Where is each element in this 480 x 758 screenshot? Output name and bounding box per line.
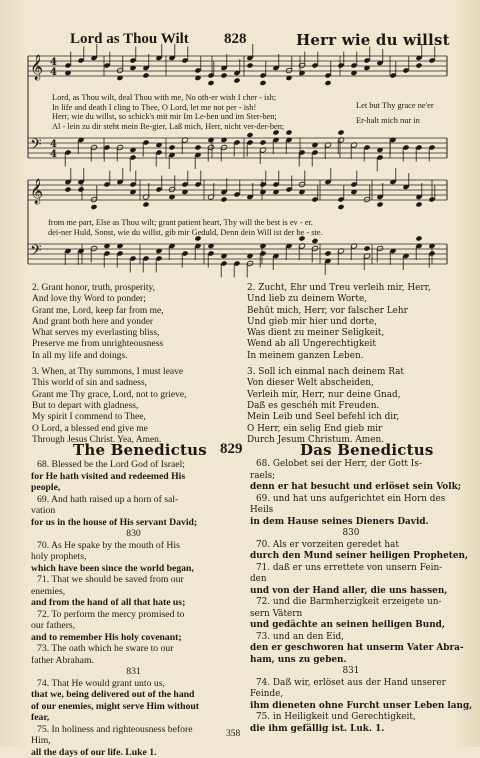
canticle-line: raels; <box>250 471 452 483</box>
canticle-line: all the days of our life. Luke 1. <box>31 747 236 758</box>
verse-line: My spirit I commend to Thee, <box>32 412 186 423</box>
canticle-line: in dem Hause seines Dieners David. <box>250 517 452 529</box>
note-head <box>363 245 370 251</box>
canticle-line: und gedächte an seinen heiligen Bund, <box>250 620 452 632</box>
hymn-title-english: Lord as Thou Wilt <box>70 31 189 48</box>
note-head <box>233 77 240 83</box>
lyric-line: Al - lein zu dir steht mein Be-gier, Laß mich, Herr, nicht ver-der-ben; <box>52 122 284 132</box>
note-head <box>311 238 318 244</box>
note-head <box>142 72 149 78</box>
note-head <box>337 204 344 210</box>
canticle-line: und von der Hand aller, die uns hassen, <box>250 586 452 598</box>
canticle-line: ham, uns zu geben. <box>250 655 452 667</box>
note-head <box>285 129 292 135</box>
canticle-line: 71. That we should be saved from our <box>31 574 236 586</box>
note-head <box>324 250 331 256</box>
canticle-line: 74. Daß wir, erlöset aus der Hand unserer <box>250 678 452 690</box>
canticle-line: fear, <box>31 712 236 724</box>
canticle-line: 73. The oath which he sware to our <box>31 643 236 655</box>
canticle-line: 70. As He spake by the mouth of His <box>31 540 236 552</box>
note-head <box>194 144 201 150</box>
canticle-line: 73. und an den Eid, <box>250 632 452 644</box>
canticle-line: den <box>250 574 452 586</box>
canticle-line: holy prophets, <box>31 551 236 563</box>
canticle-line: 70. Als er vorzeiten geredet hat <box>250 540 452 552</box>
canticle-line: 75. in Heiligkeit und Gerechtigkeit, <box>250 712 452 724</box>
canticle-line: people, <box>31 482 236 494</box>
canticle-line: father Abraham. <box>31 655 236 667</box>
lyric-line: In life and death I cling to Thee, O Lord, let me not per - ish! <box>52 103 284 113</box>
verse-line: Durch Jesum Christum. Amen. <box>247 435 431 446</box>
canticle-line: Heils <box>250 505 452 517</box>
verse-line: O Herr, ein selig End gieb mir <box>247 424 431 435</box>
time-signature: 4 <box>50 67 57 78</box>
note-head <box>259 80 266 86</box>
time-signature: 4 <box>50 149 57 160</box>
canticle-english <box>31 459 236 758</box>
lyric-line: Er-halt mich nur in <box>356 116 434 126</box>
verses-english <box>32 283 186 446</box>
section-number: 831 <box>31 666 236 678</box>
note-head <box>324 80 331 86</box>
canticle-line: of our enemies, might serve Him without <box>31 701 236 713</box>
clef-icon: 𝄢 <box>30 242 42 263</box>
canticle-line: die ihm gefällig ist. Luk. 1. <box>250 724 452 736</box>
section-number: 830 <box>250 528 452 540</box>
verse-line: Verleih mir, Herr, nur deine Gnad, <box>247 390 431 401</box>
clef-icon: 𝄞 <box>30 178 43 204</box>
verse-line: Behüt mich, Herr, vor falscher Lehr <box>247 306 431 317</box>
verse-line: Through Jesus Christ. Yea, Amen. <box>32 435 186 446</box>
clef-icon: 𝄞 <box>30 54 43 80</box>
canticle-number: 829 <box>220 441 243 458</box>
note-head <box>337 129 344 135</box>
verse-line: 3. When, at Thy summons, I must leave <box>32 367 186 378</box>
note-head <box>90 204 97 210</box>
canticle-line: and from the hand of all that hate us; <box>31 597 236 609</box>
verse-line: Und lieb zu deinem Worte, <box>247 294 431 305</box>
canticle-line: vation <box>31 505 236 517</box>
note-head <box>168 144 175 150</box>
hymn-number: 828 <box>224 31 247 48</box>
time-signature: 4 <box>50 57 57 68</box>
verse-line: In meinem ganzen Leben. <box>247 351 431 362</box>
canticle-line: Feinde, <box>250 689 452 701</box>
canticle-line: and to remember His holy covenant; <box>31 632 236 644</box>
canticle-line: 68. Blessed be the Lord God of Israel; <box>31 459 236 471</box>
canticle-line: enemies, <box>31 586 236 598</box>
note-head <box>220 72 227 78</box>
verse-line: But to depart with gladness, <box>32 401 186 412</box>
note-head <box>207 80 214 86</box>
canticle-line: 68. Gelobet sei der Herr, der Gott Is- <box>250 459 452 471</box>
section-number: 830 <box>31 528 236 540</box>
canticle-title-english: The Benedictus <box>73 441 207 459</box>
section-number: 831 <box>250 666 452 678</box>
lyrics-system-2 <box>48 218 323 237</box>
canticle-line: denn er hat besucht und erlöset sein Volk; <box>250 482 452 494</box>
verse-line: 2. Zucht, Ehr und Treu verleih mir, Herr, <box>247 283 431 294</box>
canticle-line: which have been since the world began, <box>31 563 236 575</box>
verse-line: Daß es geschéh mit Freuden. <box>247 401 431 412</box>
note-head <box>64 186 71 192</box>
canticle-line: ihm dieneten ohne Furcht unser Leben lang, <box>250 701 452 713</box>
verse-line: O Lord, a blessed end give me <box>32 424 186 435</box>
verse-line: This world of sin and sadness, <box>32 378 186 389</box>
verses-german <box>247 283 431 446</box>
verse-line: Grant me Thy grace, Lord, not to grieve, <box>32 390 186 401</box>
canticle-line: 69. And hath raised up a horn of sal- <box>31 494 236 506</box>
verse-line: Wend ab all Ungerechtigkeit <box>247 339 431 350</box>
note-head <box>220 196 227 202</box>
note-head <box>246 62 253 68</box>
note-head <box>259 139 266 145</box>
verse-line: And love thy Word to ponder; <box>32 294 186 305</box>
verse-line: And grant both here and yonder <box>32 317 186 328</box>
canticle-line: for us in the house of His servant David; <box>31 517 236 529</box>
lyric-line: from me part, Else as Thou wilt; grant patient heart, Thy will the best is ev - er. <box>48 218 323 228</box>
lyric-line: dei-ner Huld, Sonst, wie du willst, gib mir Geduld, Denn dein Will ist der be - ste. <box>48 228 323 238</box>
canticle-title-german: Das Benedictus <box>300 441 433 459</box>
note-head <box>376 201 383 207</box>
verse-line: In all my life and doings. <box>32 351 186 362</box>
verse-line: 3. Soll ich einmal nach deinem Rat <box>247 367 431 378</box>
canticle-line: 69. und hat uns aufgerichtet ein Horn des <box>250 494 452 506</box>
verse-line: Grant me, Lord, keep far from me, <box>32 306 186 317</box>
note-head <box>142 201 149 207</box>
canticle-line: 71. daß er uns errettete von unsern Fein- <box>250 563 452 575</box>
verse-line: Preserve me from unrighteousness <box>32 339 186 350</box>
page-number: 358 <box>226 729 240 739</box>
hymn-title-german: Herr wie du willst <box>296 31 450 49</box>
note-head <box>415 235 422 241</box>
canticle-line: Him, <box>31 735 236 747</box>
time-signature: 4 <box>50 139 57 150</box>
lyric-line: Lord, as Thou wilt, deal Thou with me, No oth-er wish I cher - ish; <box>52 93 284 103</box>
canticle-line: 74. That He would grant unto us, <box>31 678 236 690</box>
verse-line: 2. Grant honor, truth, prosperity, <box>32 283 186 294</box>
lyric-line: Herr, wie du willst, so schick's mit mir Im Le-ben und im Ster-ben; <box>52 112 284 122</box>
verse-line: Mein Leib und Seel befehl ich dir, <box>247 412 431 423</box>
note-head <box>246 132 253 138</box>
verse-line: Von dieser Welt abscheiden, <box>247 378 431 389</box>
canticle-line: 75. In holiness and righteousness before <box>31 724 236 736</box>
canticle-line: durch den Mund seiner heiligen Propheten, <box>250 551 452 563</box>
canticle-line: our fathers, <box>31 620 236 632</box>
canticle-line: that we, being delivered out of the hand <box>31 689 236 701</box>
canticle-line: for He hath visited and redeemed His <box>31 471 236 483</box>
canticle-line: 72. und die Barmherzigkeit erzeigete un- <box>250 597 452 609</box>
canticle-german <box>250 459 452 735</box>
lyrics-system-1 <box>52 93 284 131</box>
music-notation <box>0 0 480 290</box>
canticle-line: sern Vätern <box>250 609 452 621</box>
note-head <box>415 62 422 68</box>
note-head <box>77 186 84 192</box>
verse-line: What serves my everlasting bliss, <box>32 328 186 339</box>
clef-icon: 𝄢 <box>30 136 42 157</box>
lyric-line: Let but Thy grace ne'er <box>356 101 434 111</box>
lyrics-system-1-tail <box>356 101 434 125</box>
note-head <box>415 201 422 207</box>
canticle-line: 72. To perform the mercy promised to <box>31 609 236 621</box>
verse-line: Und gieb mir hier und dorte, <box>247 317 431 328</box>
canticle-line: den er geschworen hat unserm Vater Abra- <box>250 643 452 655</box>
verse-line: Was dient zu meiner Seligkeit, <box>247 328 431 339</box>
